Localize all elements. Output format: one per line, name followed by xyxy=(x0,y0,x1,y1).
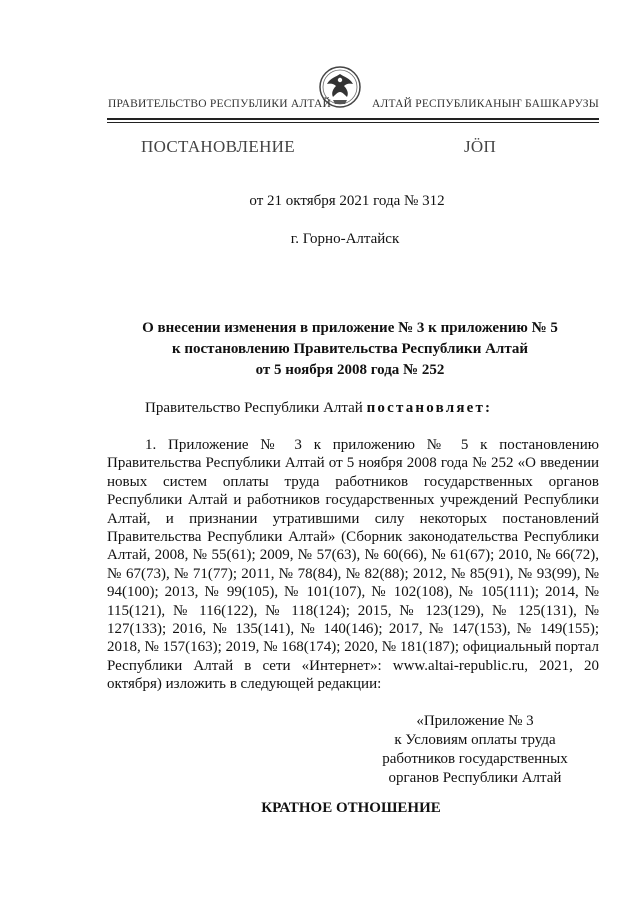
subject-line-2: к постановлению Правительства Республики Алтай xyxy=(171,341,529,357)
subject-line-1: О внесении изменения в приложение № 3 к приложению № 5 xyxy=(142,320,558,336)
document-subject xyxy=(100,318,600,381)
appendix-line-2: к Условиям оплаты труда xyxy=(394,732,556,748)
subject-line-3: от 5 ноября 2008 года № 252 xyxy=(255,362,445,378)
header-divider-thin xyxy=(107,122,599,123)
decree-verb: постановляет: xyxy=(366,400,493,416)
document-body xyxy=(107,436,599,694)
header-org-altai: АЛТАЙ РЕСПУБЛИКАНЫҤ БАШКАРУЗЫ xyxy=(372,98,599,110)
body-paragraph-1: 1. Приложение № 3 к приложению № 5 к постановлению Правительства Республики Алтай от 5 ноября 2008 года № 252 «О введении новых систем оплаты труда работников государственных органов Республики Алтай и работников государственных учреждений Республики Алтай, и признании утратившими силу некоторых постановлений Правительства Республики Алтай» (Сборник законодательства Республики Алтай, 2008, № 55(61); 2009, № 57(63), № 60(66), № 61(67); 2010, № 66(72), № 67(73), № 71(77); 2011, № 78(84), № 82(88); 2012, № 85(91), № 93(99), № 94(100); 2013, № 99(105), № 101(107), № 102(108), № 105(111); 2014, № 115(121), № 116(122), № 118(124); 2015, № 123(129), № 125(131), № 127(133); 2016, № 135(141), № 140(146); 2017, № 147(153), № 149(155); 2018, № 157(163); 2019, № 168(174); 2020, № 181(187); официальный портал Республики Алтай в сети «Интернет»: www.altai-republic.ru, 2021, 20 октября) изложить в следующей редакции: xyxy=(107,437,599,693)
doc-type-ru: ПОСТАНОВЛЕНИЕ xyxy=(141,137,295,156)
document-city: г. Горно-Алтайск xyxy=(290,231,400,247)
header-divider-thick xyxy=(107,118,599,120)
decree-lead: Правительство Республики Алтай xyxy=(145,400,367,416)
appendix-line-3: работников государственных xyxy=(382,751,568,767)
header-org-ru: ПРАВИТЕЛЬСТВО РЕСПУБЛИКИ АЛТАЙ xyxy=(108,98,332,110)
document-date: от 21 октября 2021 года № 312 xyxy=(249,193,445,209)
appendix-line-1: «Приложение № 3 xyxy=(416,713,534,729)
appendix-line-4: органов Республики Алтай xyxy=(388,770,562,786)
appendix-reference xyxy=(360,712,590,788)
section-heading: КРАТНОЕ ОТНОШЕНИЕ xyxy=(261,800,441,816)
doc-type-altai: ЈӦП xyxy=(464,137,497,156)
decree-statement xyxy=(145,400,492,417)
